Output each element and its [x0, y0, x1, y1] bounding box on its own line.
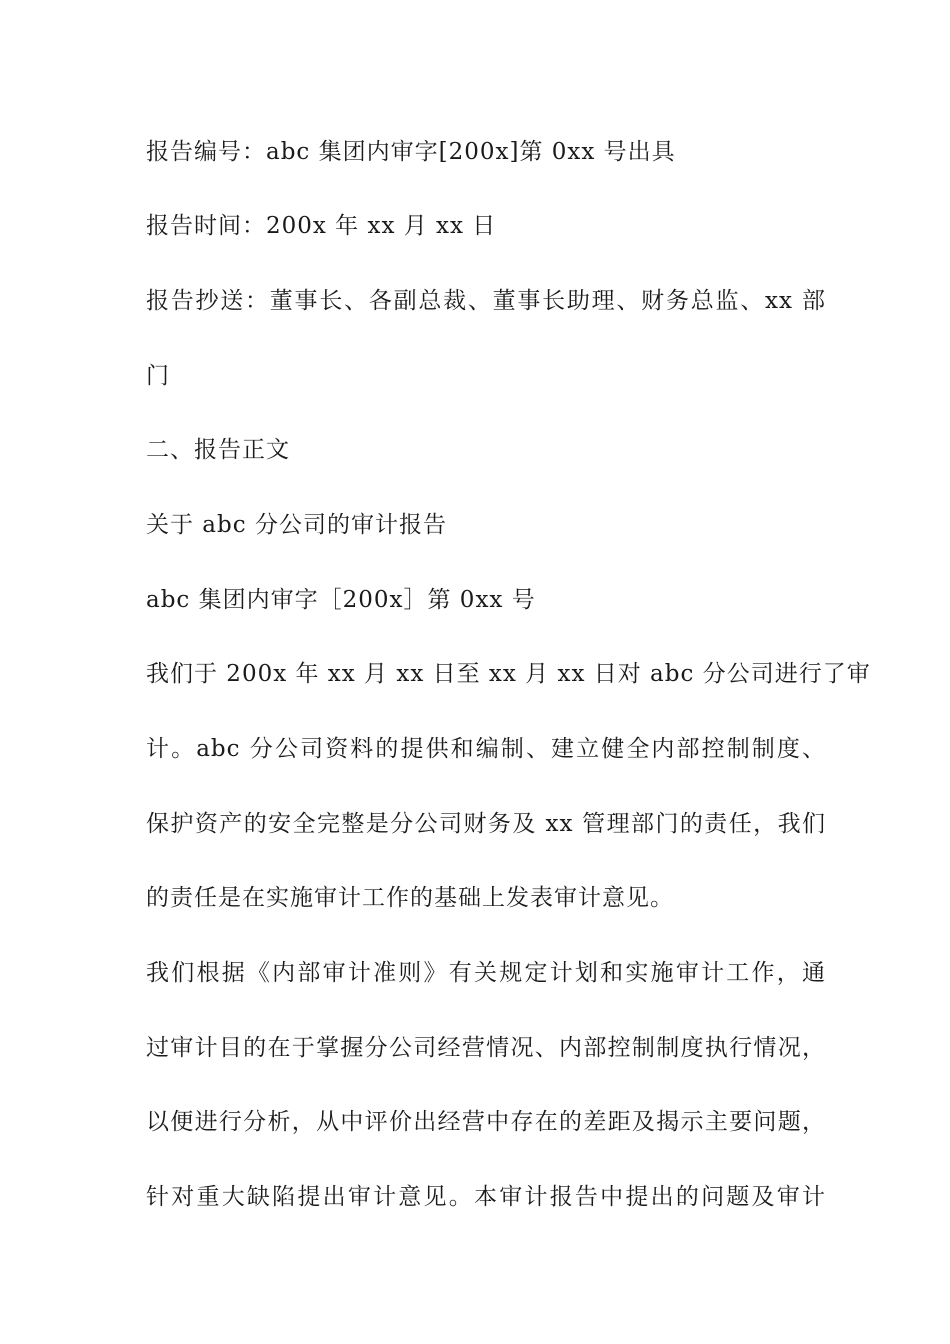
report-time-line: 报告时间：200x 年 xx 月 xx 日 [146, 213, 497, 239]
paragraph-2-line-4: 针对重大缺陷提出审计意见。本审计报告中提出的问题及审计 [146, 1184, 826, 1210]
paragraph-2-line-3: 以便进行分析，从中评价出经营中存在的差距及揭示主要问题， [146, 1109, 826, 1135]
paragraph-2-line-1: 我们根据《内部审计准则》有关规定计划和实施审计工作，通 [146, 960, 826, 986]
paragraph-2-line-2: 过审计目的在于掌握分公司经营情况、内部控制制度执行情况， [146, 1035, 826, 1061]
paragraph-1-line-3: 保护资产的安全完整是分公司财务及 xx 管理部门的责任，我们 [146, 811, 826, 837]
report-reference-number: abc 集团内审字［200x］第 0xx 号 [146, 587, 536, 613]
paragraph-1-line-1: 我们于 200x 年 xx 月 xx 日至 xx 月 xx 日对 abc 分公司进行了审 [146, 661, 871, 687]
report-number-line: 报告编号：abc 集团内审字[200x]第 0xx 号出具 [146, 139, 676, 165]
report-cc-line: 报告抄送：董事长、各副总裁、董事长助理、财务总监、xx 部 [146, 288, 826, 314]
report-cc-line-continued: 门 [146, 363, 170, 389]
paragraph-1-line-4: 的责任是在实施审计工作的基础上发表审计意见。 [146, 885, 674, 911]
paragraph-1-line-2: 计。abc 分公司资料的提供和编制、建立健全内部控制制度、 [146, 736, 826, 762]
report-title: 关于 abc 分公司的审计报告 [146, 512, 447, 538]
section-heading: 二、报告正文 [146, 437, 290, 463]
